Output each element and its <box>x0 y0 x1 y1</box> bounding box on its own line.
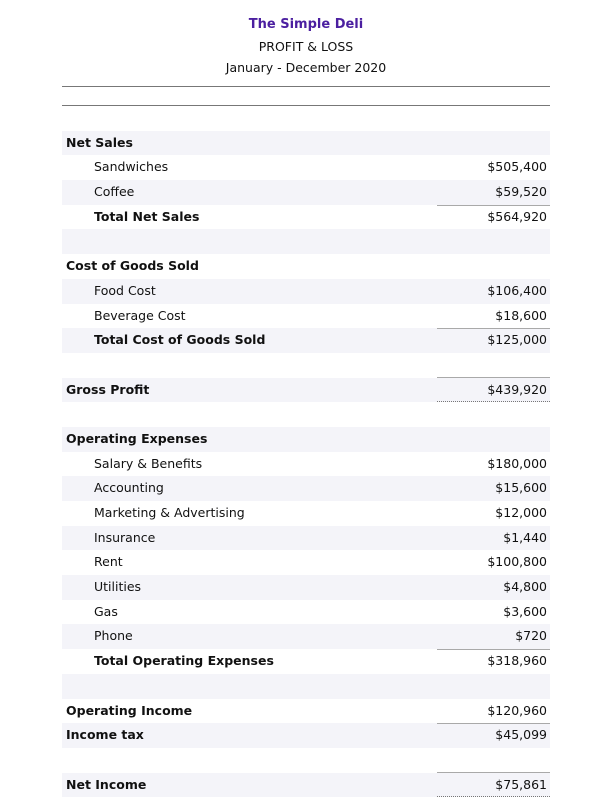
accounting-amount: $15,600 <box>495 480 547 496</box>
spacer-row <box>62 353 550 378</box>
total-cost-of-goods-sold-amount: $125,000 <box>487 332 547 348</box>
line-item-row <box>62 526 550 551</box>
section-row <box>62 699 550 724</box>
subtotal-rule <box>437 723 550 724</box>
total-net-sales-amount: $564,920 <box>487 208 547 224</box>
phone-amount: $720 <box>515 628 547 644</box>
total-net-sales-label: Total Net Sales <box>94 208 200 224</box>
rent-amount: $100,800 <box>487 554 547 570</box>
utilities-amount: $4,800 <box>503 579 547 595</box>
total-row <box>62 205 550 230</box>
spacer-row <box>62 229 550 254</box>
subtotal-rule <box>437 328 550 329</box>
utilities-label: Utilities <box>94 579 142 595</box>
net-income-amount: $75,861 <box>495 776 547 792</box>
food-cost-label: Food Cost <box>94 282 156 298</box>
marketing-and-advertising-amount: $12,000 <box>495 505 547 520</box>
operating-income-label: Operating Income <box>66 702 193 718</box>
section-row <box>62 254 550 279</box>
operating-expenses-label: Operating Expenses <box>66 430 208 446</box>
total-operating-expenses-label: Total Operating Expenses <box>94 653 274 669</box>
header-divider <box>62 86 550 87</box>
section-row <box>62 773 550 797</box>
total-operating-expenses-amount: $318,960 <box>487 653 547 669</box>
line-item-row <box>62 501 550 526</box>
section-row <box>62 378 550 403</box>
total-row <box>62 649 550 674</box>
company-name: The Simple Deli <box>248 17 364 32</box>
total-row <box>62 328 550 353</box>
accounting-label: Accounting <box>94 480 164 496</box>
coffee-amount: $59,520 <box>495 184 547 200</box>
net-sales-label: Net Sales <box>66 134 133 150</box>
spacer-row <box>62 106 550 131</box>
food-cost-amount: $106,400 <box>487 282 547 298</box>
operating-income-amount: $120,960 <box>487 702 547 718</box>
line-item-row <box>62 304 550 329</box>
coffee-label: Coffee <box>94 184 135 200</box>
line-item-row <box>62 180 550 205</box>
subtotal-rule <box>437 205 550 206</box>
line-item-row <box>62 155 550 180</box>
gross-profit-amount: $439,920 <box>487 381 547 397</box>
sandwiches-label: Sandwiches <box>94 159 169 175</box>
income-tax-label: Income tax <box>66 727 144 743</box>
subtotal-rule <box>437 649 550 650</box>
report-period: January - December 2020 <box>225 60 387 75</box>
line-item-row <box>62 452 550 477</box>
section-row <box>62 131 550 156</box>
beverage-cost-label: Beverage Cost <box>94 307 186 323</box>
salary-and-benefits-amount: $180,000 <box>487 455 547 471</box>
line-item-row <box>62 550 550 575</box>
report-header <box>0 14 612 78</box>
beverage-cost-amount: $18,600 <box>495 307 547 323</box>
phone-label: Phone <box>94 628 133 644</box>
gas-amount: $3,600 <box>503 603 547 619</box>
profit-loss-table <box>62 105 550 797</box>
total-cost-of-goods-sold-label: Total Cost of Goods Sold <box>94 332 266 348</box>
gas-label: Gas <box>94 603 118 619</box>
insurance-amount: $1,440 <box>503 529 547 545</box>
cost-of-goods-sold-label: Cost of Goods Sold <box>66 258 199 274</box>
insurance-label: Insurance <box>94 529 156 545</box>
report-title: PROFIT & LOSS <box>258 39 354 54</box>
salary-and-benefits-label: Salary & Benefits <box>94 455 203 471</box>
line-item-row <box>62 624 550 649</box>
rent-label: Rent <box>94 554 123 570</box>
gross-profit-label: Gross Profit <box>66 381 150 397</box>
line-item-row <box>62 476 550 501</box>
spacer-row <box>62 748 550 773</box>
section-row <box>62 427 550 452</box>
marketing-and-advertising-label: Marketing & Advertising <box>94 505 245 520</box>
section-row <box>62 723 550 748</box>
line-item-row <box>62 600 550 625</box>
spacer-row <box>62 402 550 427</box>
net-income-label: Net Income <box>66 776 147 792</box>
spacer-row <box>62 674 550 699</box>
income-tax-amount: $45,099 <box>495 727 547 743</box>
sandwiches-amount: $505,400 <box>487 159 547 175</box>
line-item-row <box>62 575 550 600</box>
line-item-row <box>62 279 550 304</box>
